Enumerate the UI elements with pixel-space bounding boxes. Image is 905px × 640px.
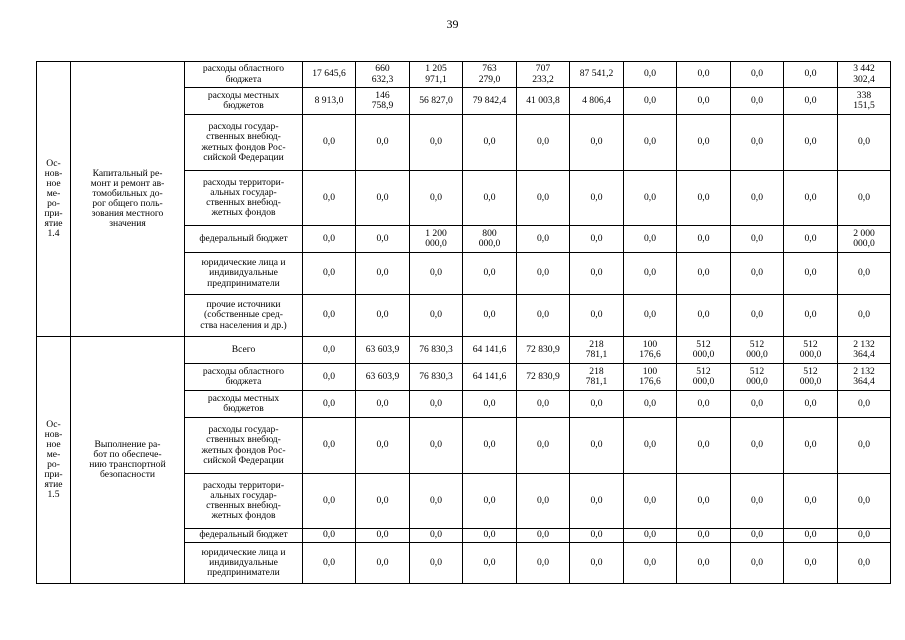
value-cell: 0,0 [624, 295, 677, 337]
value-cell: 0,0 [356, 474, 410, 529]
funding-source: Всего [185, 337, 303, 364]
value-cell: 0,0 [677, 543, 731, 584]
value-cell: 1 200 000,0 [410, 226, 463, 253]
value-cell: 41 003,8 [517, 88, 570, 115]
value-cell: 0,0 [838, 543, 891, 584]
value-cell: 0,0 [784, 226, 838, 253]
value-cell: 0,0 [731, 474, 784, 529]
value-cell: 0,0 [517, 418, 570, 474]
value-cell: 0,0 [410, 474, 463, 529]
value-cell: 0,0 [677, 115, 731, 171]
value-cell: 0,0 [677, 253, 731, 295]
value-cell: 0,0 [784, 253, 838, 295]
value-cell: 0,0 [838, 529, 891, 543]
value-cell: 0,0 [303, 391, 356, 418]
value-cell: 0,0 [731, 115, 784, 171]
value-cell: 1 205 971,1 [410, 62, 463, 88]
value-cell: 0,0 [356, 295, 410, 337]
value-cell: 0,0 [838, 295, 891, 337]
table-row [37, 337, 891, 364]
value-cell: 0,0 [838, 418, 891, 474]
funding-source: расходы местных бюджетов [185, 88, 303, 115]
value-cell: 0,0 [570, 391, 624, 418]
value-cell: 0,0 [677, 391, 731, 418]
measure-code: Ос- нов- ное ме- ро- при- ятие 1.4 [37, 62, 71, 337]
value-cell: 0,0 [356, 226, 410, 253]
value-cell: 0,0 [517, 391, 570, 418]
funding-source: федеральный бюджет [185, 529, 303, 543]
value-cell: 0,0 [624, 253, 677, 295]
value-cell: 0,0 [463, 474, 517, 529]
value-cell: 0,0 [463, 295, 517, 337]
value-cell: 0,0 [677, 418, 731, 474]
value-cell: 0,0 [677, 226, 731, 253]
value-cell: 0,0 [624, 171, 677, 226]
measure-description: Выполнение ра- бот по обеспече- нию транспортной безопасности [71, 337, 185, 584]
value-cell: 707 233,2 [517, 62, 570, 88]
funding-source: расходы государ- ственных внебюд- жетных фондов Рос- сийской Федерации [185, 418, 303, 474]
value-cell: 0,0 [731, 529, 784, 543]
value-cell: 72 830,9 [517, 337, 570, 364]
value-cell: 0,0 [731, 62, 784, 88]
value-cell: 0,0 [463, 253, 517, 295]
value-cell: 0,0 [784, 171, 838, 226]
value-cell: 0,0 [784, 115, 838, 171]
value-cell: 0,0 [784, 474, 838, 529]
value-cell: 0,0 [570, 529, 624, 543]
value-cell: 0,0 [731, 226, 784, 253]
value-cell: 0,0 [303, 295, 356, 337]
value-cell: 4 806,4 [570, 88, 624, 115]
value-cell: 0,0 [838, 115, 891, 171]
value-cell: 512 000,0 [677, 337, 731, 364]
value-cell: 0,0 [517, 226, 570, 253]
measure-description: Капитальный ре- монт и ремонт ав- томобильных до- рог общего поль- зования местного значения [71, 62, 185, 337]
value-cell: 0,0 [356, 115, 410, 171]
value-cell: 56 827,0 [410, 88, 463, 115]
value-cell: 0,0 [517, 171, 570, 226]
value-cell: 0,0 [463, 171, 517, 226]
value-cell: 512 000,0 [677, 364, 731, 391]
value-cell: 0,0 [838, 253, 891, 295]
value-cell: 0,0 [410, 529, 463, 543]
value-cell: 0,0 [731, 253, 784, 295]
value-cell: 0,0 [303, 529, 356, 543]
table-row [37, 62, 891, 88]
value-cell: 3 442 302,4 [838, 62, 891, 88]
value-cell: 0,0 [517, 253, 570, 295]
value-cell: 64 141,6 [463, 337, 517, 364]
value-cell: 0,0 [356, 391, 410, 418]
value-cell: 0,0 [624, 62, 677, 88]
value-cell: 0,0 [624, 115, 677, 171]
value-cell: 0,0 [517, 474, 570, 529]
value-cell: 0,0 [410, 295, 463, 337]
value-cell: 2 132 364,4 [838, 364, 891, 391]
measure-code: Ос- нов- ное ме- ро- при- ятие 1.5 [37, 337, 71, 584]
value-cell: 0,0 [677, 62, 731, 88]
value-cell: 0,0 [303, 226, 356, 253]
value-cell: 2 000 000,0 [838, 226, 891, 253]
funding-source: расходы областного бюджета [185, 62, 303, 88]
value-cell: 0,0 [303, 543, 356, 584]
value-cell: 8 913,0 [303, 88, 356, 115]
value-cell: 0,0 [677, 529, 731, 543]
value-cell: 0,0 [303, 171, 356, 226]
value-cell: 660 632,3 [356, 62, 410, 88]
value-cell: 0,0 [624, 529, 677, 543]
value-cell: 0,0 [677, 295, 731, 337]
funding-source: расходы территори- альных государ- ственных внебюд- жетных фондов [185, 171, 303, 226]
value-cell: 512 000,0 [784, 337, 838, 364]
value-cell: 64 141,6 [463, 364, 517, 391]
value-cell: 0,0 [784, 62, 838, 88]
value-cell: 100 176,6 [624, 337, 677, 364]
page-number: 39 [446, 17, 459, 31]
value-cell: 0,0 [731, 391, 784, 418]
value-cell: 17 645,6 [303, 62, 356, 88]
value-cell: 0,0 [517, 115, 570, 171]
value-cell: 0,0 [731, 543, 784, 584]
value-cell: 0,0 [517, 295, 570, 337]
value-cell: 0,0 [624, 474, 677, 529]
value-cell: 0,0 [570, 115, 624, 171]
value-cell: 0,0 [410, 418, 463, 474]
value-cell: 0,0 [570, 418, 624, 474]
value-cell: 0,0 [624, 391, 677, 418]
value-cell: 0,0 [784, 543, 838, 584]
value-cell: 218 781,1 [570, 364, 624, 391]
value-cell: 63 603,9 [356, 364, 410, 391]
value-cell: 0,0 [303, 364, 356, 391]
value-cell: 0,0 [677, 88, 731, 115]
value-cell: 0,0 [356, 529, 410, 543]
value-cell: 0,0 [303, 474, 356, 529]
value-cell: 512 000,0 [731, 337, 784, 364]
funding-source: федеральный бюджет [185, 226, 303, 253]
funding-source: прочие источники (собственные сред- ства населения и др.) [185, 295, 303, 337]
value-cell: 72 830,9 [517, 364, 570, 391]
value-cell: 0,0 [624, 226, 677, 253]
value-cell: 0,0 [570, 253, 624, 295]
funding-source: расходы территори- альных государ- ственных внебюд- жетных фондов [185, 474, 303, 529]
value-cell: 0,0 [677, 474, 731, 529]
value-cell: 0,0 [570, 171, 624, 226]
value-cell: 0,0 [463, 543, 517, 584]
value-cell: 0,0 [677, 171, 731, 226]
value-cell: 0,0 [624, 543, 677, 584]
value-cell: 0,0 [410, 115, 463, 171]
value-cell: 0,0 [838, 474, 891, 529]
value-cell: 0,0 [624, 88, 677, 115]
budget-table [36, 61, 891, 584]
value-cell: 0,0 [463, 115, 517, 171]
funding-source: расходы областного бюджета [185, 364, 303, 391]
value-cell: 0,0 [356, 171, 410, 226]
value-cell: 0,0 [570, 543, 624, 584]
value-cell: 79 842,4 [463, 88, 517, 115]
funding-source: расходы местных бюджетов [185, 391, 303, 418]
value-cell: 800 000,0 [463, 226, 517, 253]
value-cell: 0,0 [570, 474, 624, 529]
value-cell: 218 781,1 [570, 337, 624, 364]
value-cell: 0,0 [731, 171, 784, 226]
value-cell: 0,0 [838, 391, 891, 418]
value-cell: 0,0 [463, 418, 517, 474]
value-cell: 0,0 [356, 543, 410, 584]
value-cell: 0,0 [731, 295, 784, 337]
value-cell: 76 830,3 [410, 364, 463, 391]
value-cell: 87 541,2 [570, 62, 624, 88]
value-cell: 0,0 [410, 543, 463, 584]
value-cell: 0,0 [410, 391, 463, 418]
value-cell: 0,0 [303, 337, 356, 364]
value-cell: 0,0 [463, 529, 517, 543]
value-cell: 0,0 [784, 88, 838, 115]
value-cell: 512 000,0 [784, 364, 838, 391]
value-cell: 100 176,6 [624, 364, 677, 391]
value-cell: 763 279,0 [463, 62, 517, 88]
value-cell: 0,0 [731, 418, 784, 474]
value-cell: 146 758,9 [356, 88, 410, 115]
value-cell: 0,0 [784, 418, 838, 474]
value-cell: 0,0 [303, 253, 356, 295]
value-cell: 0,0 [303, 115, 356, 171]
value-cell: 338 151,5 [838, 88, 891, 115]
value-cell: 0,0 [410, 171, 463, 226]
value-cell: 0,0 [838, 171, 891, 226]
value-cell: 0,0 [517, 529, 570, 543]
value-cell: 0,0 [410, 253, 463, 295]
value-cell: 76 830,3 [410, 337, 463, 364]
value-cell: 0,0 [356, 253, 410, 295]
funding-source: юридические лица и индивидуальные предприниматели [185, 253, 303, 295]
value-cell: 0,0 [731, 88, 784, 115]
funding-source: юридические лица и индивидуальные предприниматели [185, 543, 303, 584]
funding-source: расходы государ- ственных внебюд- жетных фондов Рос- сийской Федерации [185, 115, 303, 171]
value-cell: 0,0 [303, 418, 356, 474]
value-cell: 0,0 [463, 391, 517, 418]
value-cell: 0,0 [517, 543, 570, 584]
value-cell: 0,0 [784, 295, 838, 337]
value-cell: 0,0 [570, 295, 624, 337]
value-cell: 512 000,0 [731, 364, 784, 391]
value-cell: 0,0 [784, 391, 838, 418]
value-cell: 0,0 [784, 529, 838, 543]
value-cell: 0,0 [570, 226, 624, 253]
value-cell: 0,0 [356, 418, 410, 474]
value-cell: 63 603,9 [356, 337, 410, 364]
value-cell: 0,0 [624, 418, 677, 474]
value-cell: 2 132 364,4 [838, 337, 891, 364]
